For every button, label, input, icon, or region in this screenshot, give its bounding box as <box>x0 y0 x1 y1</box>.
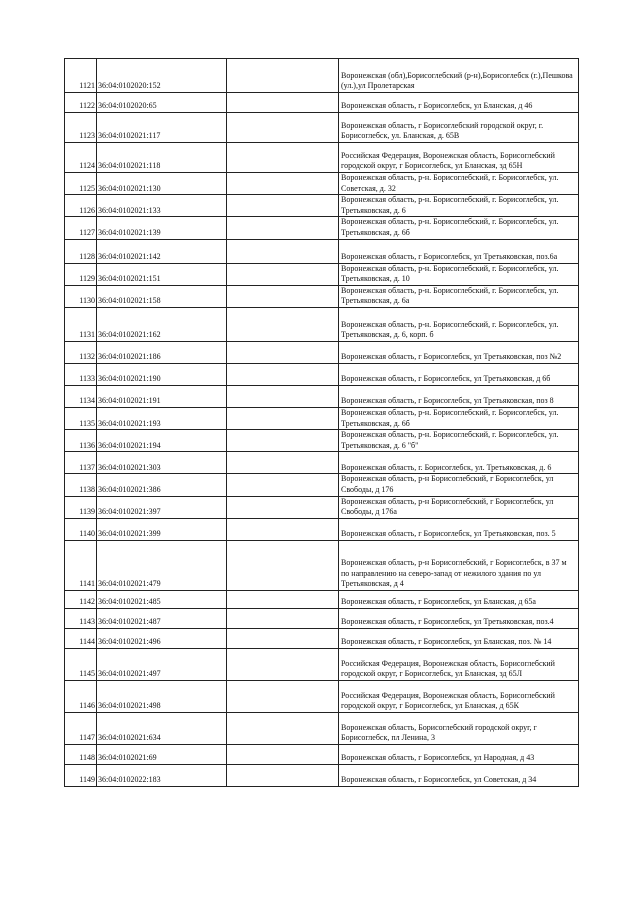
cadastral-number: 36:04:0102021:158 <box>97 285 227 307</box>
cadastral-number: 36:04:0102021:191 <box>97 385 227 407</box>
cadastral-number: 36:04:0102021:386 <box>97 474 227 496</box>
table-row <box>65 217 579 239</box>
row-number: 1141 <box>65 540 97 590</box>
row-number: 1124 <box>65 143 97 173</box>
cadastral-number: 36:04:0102021:133 <box>97 195 227 217</box>
cadastral-number: 36:04:0102020:152 <box>97 59 227 93</box>
address-cell: Воронежская область, г Борисоглебск, ул Третьяковская, д 6б <box>339 363 579 385</box>
empty-cell <box>227 385 339 407</box>
cadastral-number: 36:04:0102021:130 <box>97 173 227 195</box>
address-cell: Воронежская область, г Борисоглебский городской округ, г. Борисоглебск, ул. Бланская, д. 65В <box>339 113 579 143</box>
table-row <box>65 173 579 195</box>
address-cell: Воронежская область, г Борисоглебск, ул Народная, д 43 <box>339 744 579 764</box>
table-row <box>65 239 579 263</box>
row-number: 1145 <box>65 648 97 680</box>
address-cell: Воронежская область, р-н. Борисоглебский, г. Борисоглебск, ул. Третьяковская, д. 10 <box>339 263 579 285</box>
row-number: 1146 <box>65 680 97 712</box>
table-row <box>65 590 579 608</box>
table-row <box>65 680 579 712</box>
address-cell: Воронежская область, р-н. Борисоглебский, г. Борисоглебск, ул. Советская, д. 32 <box>339 173 579 195</box>
row-number: 1123 <box>65 113 97 143</box>
table-row <box>65 712 579 744</box>
address-cell: Воронежская область, г Борисоглебск, ул Бланская, поз. № 14 <box>339 628 579 648</box>
row-number: 1148 <box>65 744 97 764</box>
empty-cell <box>227 143 339 173</box>
address-cell: Воронежская область, р-н. Борисоглебский, г. Борисоглебск, ул. Третьяковская, д. 6а <box>339 285 579 307</box>
table-row <box>65 407 579 429</box>
cadastral-number: 36:04:0102022:183 <box>97 764 227 786</box>
table-row <box>65 648 579 680</box>
table-row <box>65 363 579 385</box>
empty-cell <box>227 628 339 648</box>
empty-cell <box>227 285 339 307</box>
cadastral-number: 36:04:0102021:399 <box>97 518 227 540</box>
cadastral-number: 36:04:0102021:496 <box>97 628 227 648</box>
row-number: 1127 <box>65 217 97 239</box>
cadastral-number: 36:04:0102021:69 <box>97 744 227 764</box>
table-row <box>65 341 579 363</box>
address-cell: Воронежская область, г Борисоглебск, ул Третьяковская, поз. 5 <box>339 518 579 540</box>
cadastral-number: 36:04:0102021:634 <box>97 712 227 744</box>
table-row <box>65 430 579 452</box>
table-row <box>65 385 579 407</box>
empty-cell <box>227 173 339 195</box>
cadastral-number: 36:04:0102021:479 <box>97 540 227 590</box>
table-row <box>65 307 579 341</box>
row-number: 1149 <box>65 764 97 786</box>
empty-cell <box>227 239 339 263</box>
address-cell: Воронежская область, р-н. Борисоглебский, г. Борисоглебск, ул. Третьяковская, д. 6 <box>339 195 579 217</box>
cadastral-number: 36:04:0102021:118 <box>97 143 227 173</box>
empty-cell <box>227 518 339 540</box>
row-number: 1140 <box>65 518 97 540</box>
empty-cell <box>227 195 339 217</box>
row-number: 1128 <box>65 239 97 263</box>
address-cell: Воронежская область, р-н. Борисоглебский, г. Борисоглебск, ул. Третьяковская, д. 6, корп. б <box>339 307 579 341</box>
empty-cell <box>227 363 339 385</box>
table-row <box>65 452 579 474</box>
row-number: 1137 <box>65 452 97 474</box>
cadastral-number: 36:04:0102021:139 <box>97 217 227 239</box>
cadastral-number: 36:04:0102021:186 <box>97 341 227 363</box>
table-row <box>65 59 579 93</box>
table-row <box>65 143 579 173</box>
table-row <box>65 285 579 307</box>
empty-cell <box>227 648 339 680</box>
row-number: 1134 <box>65 385 97 407</box>
row-number: 1130 <box>65 285 97 307</box>
cadastral-number: 36:04:0102021:190 <box>97 363 227 385</box>
table-row <box>65 628 579 648</box>
row-number: 1139 <box>65 496 97 518</box>
empty-cell <box>227 407 339 429</box>
table-row <box>65 496 579 518</box>
row-number: 1131 <box>65 307 97 341</box>
address-cell: Воронежская область, г Борисоглебск, ул Третьяковская, поз.4 <box>339 608 579 628</box>
address-cell: Воронежская область, г Борисоглебск, ул Бланская, д 65а <box>339 590 579 608</box>
table-row <box>65 195 579 217</box>
empty-cell <box>227 307 339 341</box>
address-cell: Воронежская область, р-н Борисоглебский, г Борисоглебск, в 37 м по направлению на северо-запад от нежилого здания по ул Третьяковская, д 4 <box>339 540 579 590</box>
address-cell: Воронежская область, р-н. Борисоглебский, г. Борисоглебск, ул. Третьяковская, д. 6б <box>339 407 579 429</box>
empty-cell <box>227 113 339 143</box>
row-number: 1143 <box>65 608 97 628</box>
empty-cell <box>227 474 339 496</box>
row-number: 1121 <box>65 59 97 93</box>
empty-cell <box>227 744 339 764</box>
empty-cell <box>227 93 339 113</box>
address-cell: Воронежская область, Борисоглебский городской округ, г Борисоглебск, пл Ленина, 3 <box>339 712 579 744</box>
empty-cell <box>227 59 339 93</box>
cadastral-number: 36:04:0102021:117 <box>97 113 227 143</box>
row-number: 1136 <box>65 430 97 452</box>
address-cell: Российская Федерация, Воронежская область, Борисоглебский городской округ, г Борисоглебск, ул Бланская, зд 65Л <box>339 648 579 680</box>
row-number: 1122 <box>65 93 97 113</box>
cadastral-number: 36:04:0102020:65 <box>97 93 227 113</box>
row-number: 1133 <box>65 363 97 385</box>
cadastral-number: 36:04:0102021:485 <box>97 590 227 608</box>
address-cell: Воронежская область, г. Борисоглебск, ул. Третьяковская, д. 6 <box>339 452 579 474</box>
address-cell: Воронежская область, г Борисоглебск, ул Советская, д 34 <box>339 764 579 786</box>
table-row <box>65 518 579 540</box>
cadastral-number: 36:04:0102021:162 <box>97 307 227 341</box>
empty-cell <box>227 680 339 712</box>
cadastral-number: 36:04:0102021:497 <box>97 648 227 680</box>
address-cell: Российская Федерация, Воронежская область, Борисоглебский городской округ, г Борисоглебск, ул Бланская, зд 65Н <box>339 143 579 173</box>
empty-cell <box>227 608 339 628</box>
row-number: 1129 <box>65 263 97 285</box>
empty-cell <box>227 712 339 744</box>
row-number: 1144 <box>65 628 97 648</box>
empty-cell <box>227 452 339 474</box>
address-cell: Воронежская (обл),Борисоглебский (р-н),Борисоглебск (г.),Пешкова (ул.),ул Пролетарская <box>339 59 579 93</box>
table-row <box>65 608 579 628</box>
address-cell: Воронежская область, г Борисоглебск, ул Третьяковская, поз.6а <box>339 239 579 263</box>
empty-cell <box>227 217 339 239</box>
table-row <box>65 744 579 764</box>
row-number: 1126 <box>65 195 97 217</box>
address-cell: Воронежская область, г Борисоглебск, ул Бланская, д 46 <box>339 93 579 113</box>
empty-cell <box>227 496 339 518</box>
table-row <box>65 540 579 590</box>
address-cell: Воронежская область, р-н. Борисоглебский, г. Борисоглебск, ул. Третьяковская, д. 6б <box>339 217 579 239</box>
cadastral-number: 36:04:0102021:487 <box>97 608 227 628</box>
cadastral-number: 36:04:0102021:498 <box>97 680 227 712</box>
row-number: 1147 <box>65 712 97 744</box>
empty-cell <box>227 764 339 786</box>
row-number: 1142 <box>65 590 97 608</box>
empty-cell <box>227 263 339 285</box>
empty-cell <box>227 341 339 363</box>
address-cell: Воронежская область, р-н. Борисоглебский, г. Борисоглебск, ул. Третьяковская, д. 6 "б" <box>339 430 579 452</box>
row-number: 1135 <box>65 407 97 429</box>
cadastral-number: 36:04:0102021:303 <box>97 452 227 474</box>
empty-cell <box>227 430 339 452</box>
row-number: 1132 <box>65 341 97 363</box>
address-cell: Воронежская область, г Борисоглебск, ул Третьяковская, поз 8 <box>339 385 579 407</box>
table-row <box>65 263 579 285</box>
address-cell: Воронежская область, г Борисоглебск, ул Третьяковская, поз №2 <box>339 341 579 363</box>
cadastral-number: 36:04:0102021:397 <box>97 496 227 518</box>
address-cell: Воронежская область, р-н Борисоглебский, г Борисоглебск, ул Свободы, д 176а <box>339 496 579 518</box>
table-row <box>65 764 579 786</box>
empty-cell <box>227 540 339 590</box>
table-row <box>65 93 579 113</box>
row-number: 1125 <box>65 173 97 195</box>
cadastral-number: 36:04:0102021:194 <box>97 430 227 452</box>
address-cell: Российская Федерация, Воронежская область, Борисоглебский городской округ, г Борисоглебск, ул Бланская, д 65К <box>339 680 579 712</box>
cadastral-number: 36:04:0102021:151 <box>97 263 227 285</box>
empty-cell <box>227 590 339 608</box>
registry-sheet <box>64 58 578 787</box>
row-number: 1138 <box>65 474 97 496</box>
cadastral-number: 36:04:0102021:193 <box>97 407 227 429</box>
parcel-table <box>64 58 579 787</box>
cadastral-number: 36:04:0102021:142 <box>97 239 227 263</box>
address-cell: Воронежская область, р-н Борисоглебский, г Борисоглебск, ул Свободы, д 176 <box>339 474 579 496</box>
table-row <box>65 474 579 496</box>
table-row <box>65 113 579 143</box>
